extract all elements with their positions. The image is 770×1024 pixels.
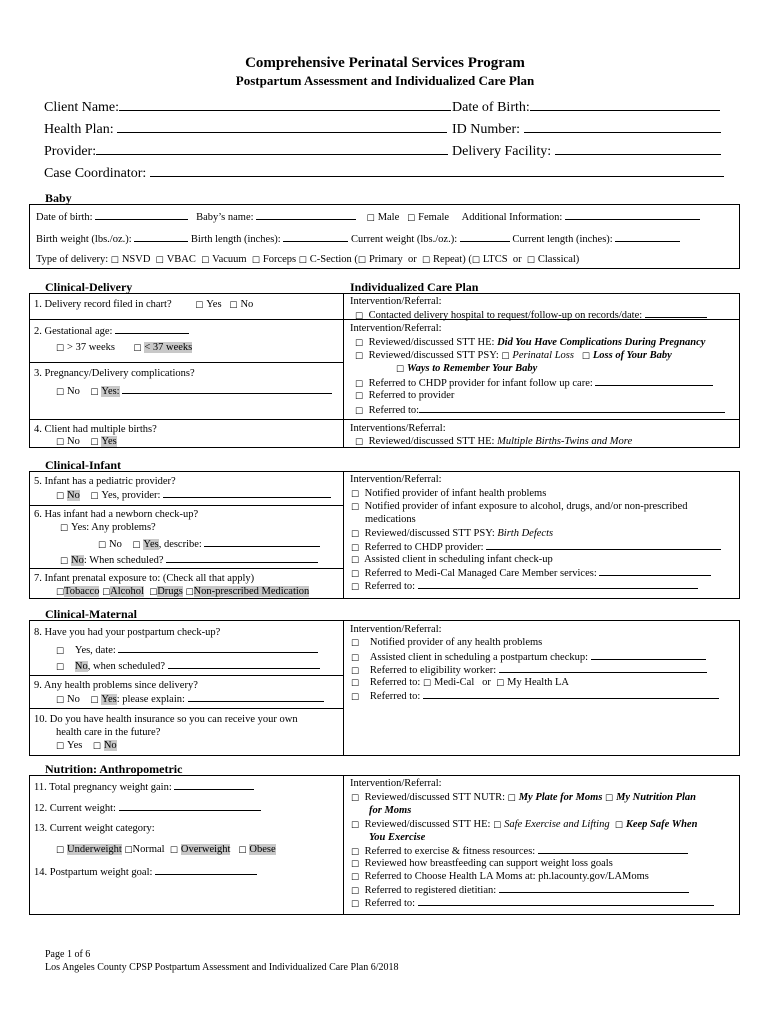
q4-options bbox=[56, 435, 117, 449]
q8-no-label: No bbox=[74, 661, 88, 672]
delivery-r2-d-label: Referred to CHDP provider for infant follow up care: bbox=[368, 378, 593, 389]
infant-r-g[interactable] bbox=[351, 579, 698, 594]
loss-of-baby-checkbox[interactable]: □ bbox=[581, 351, 590, 361]
q11-label: 11. Total pregnancy weight gain: bbox=[34, 782, 172, 793]
q6-no-checkbox[interactable]: □ bbox=[60, 556, 69, 566]
maternal-r-d-label: Referred to: bbox=[369, 677, 421, 688]
q5-yes-label: Yes, provider: bbox=[101, 490, 161, 501]
infant-r-a-checkbox[interactable]: □ bbox=[351, 489, 360, 499]
infant-r-a[interactable] bbox=[351, 487, 546, 501]
q10-row: 10. Do you have health insurance so you can receive your own bbox=[34, 714, 298, 725]
delivery-divider-v bbox=[343, 293, 344, 448]
delivery-r3-a-topic: Multiple Births-Twins and More bbox=[497, 436, 633, 447]
nutrition-r-a-label: Reviewed/discussed STT NUTR: bbox=[364, 792, 508, 803]
ltcs-label: LTCS bbox=[482, 254, 508, 265]
or-label-2: or bbox=[512, 254, 522, 265]
maternal-r-d-checkbox[interactable]: □ bbox=[351, 678, 360, 688]
normal-checkbox[interactable]: □ bbox=[124, 845, 133, 855]
health-plan-field[interactable] bbox=[44, 120, 447, 138]
q6-sub-no-label: No bbox=[109, 539, 122, 550]
nutrition-r-e-label: Referred to Choose Health LA Moms at: ph.lacounty.gov/LAMoms bbox=[364, 871, 649, 882]
q7-row: 7. Infant prenatal exposure to: (Check all that apply) bbox=[34, 573, 255, 584]
provider-label: Provider: bbox=[44, 144, 97, 159]
q13-row: 13. Current weight category: bbox=[34, 823, 155, 834]
overweight-label: Overweight bbox=[180, 844, 231, 855]
nutrition-heading: Nutrition: Anthropometric bbox=[45, 762, 183, 776]
q6-describe-input[interactable] bbox=[204, 537, 320, 547]
q2-label: 2. Gestational age: bbox=[34, 326, 113, 337]
infant-r-b-checkbox[interactable]: □ bbox=[351, 502, 360, 512]
nutrition-r-f-label: Referred to registered dietitian: bbox=[364, 885, 497, 896]
q12-input[interactable] bbox=[119, 801, 261, 811]
page-subtitle: Postpartum Assessment and Individualized Care Plan bbox=[235, 73, 535, 88]
q8-no bbox=[56, 659, 320, 674]
maternal-r-a[interactable] bbox=[351, 636, 542, 650]
infant-r-c[interactable] bbox=[351, 527, 553, 541]
delivery-r2-a[interactable] bbox=[355, 336, 705, 350]
ways-to-remember-label: Ways to Remember Your Baby bbox=[407, 363, 538, 374]
nutrition-r-a[interactable] bbox=[351, 791, 696, 805]
q2-input[interactable] bbox=[115, 324, 189, 334]
female-label: Female bbox=[418, 212, 450, 223]
nutrition-r-f-checkbox[interactable]: □ bbox=[351, 886, 360, 896]
q14-row bbox=[34, 865, 257, 879]
q12-label: 12. Current weight: bbox=[34, 803, 116, 814]
client-name-field[interactable] bbox=[44, 98, 451, 116]
delivery-r2-b[interactable] bbox=[355, 349, 672, 363]
q9-row: 9. Any health problems since delivery? bbox=[34, 680, 198, 691]
current-length-label: Current length (inches): bbox=[512, 234, 613, 245]
clinical-maternal-heading: Clinical-Maternal bbox=[45, 607, 137, 621]
q3-options bbox=[56, 384, 332, 399]
q6-no bbox=[60, 553, 318, 568]
delivery-r3-a-checkbox[interactable]: □ bbox=[355, 437, 364, 447]
date-of-birth-field[interactable] bbox=[452, 98, 720, 116]
q10-options bbox=[56, 739, 117, 753]
q5-yes-checkbox[interactable]: □ bbox=[90, 491, 99, 501]
delivery-r2-e-label: Referred to provider bbox=[368, 390, 455, 401]
maternal-r-b-checkbox[interactable]: □ bbox=[351, 653, 360, 663]
q9-yes-checkbox[interactable]: □ bbox=[90, 695, 99, 705]
my-health-la-checkbox[interactable]: □ bbox=[496, 678, 505, 688]
classical-checkbox[interactable]: □ bbox=[526, 255, 535, 265]
q7-nonrx-label: Non-prescribed Medication bbox=[193, 586, 310, 597]
delivery-facility-label: Delivery Facility: bbox=[452, 144, 552, 159]
q8-yes bbox=[56, 643, 318, 658]
delivery-r1-a[interactable] bbox=[355, 308, 707, 323]
perinatal-loss-label: Perinatal Loss bbox=[512, 350, 574, 361]
delivery-r2-b-label: Reviewed/discussed STT PSY: bbox=[368, 350, 502, 361]
keep-safe-checkbox[interactable]: □ bbox=[614, 820, 623, 830]
page-title: Comprehensive Perinatal Services Program bbox=[245, 55, 525, 71]
q7-drugs-checkbox[interactable]: □ bbox=[149, 587, 158, 597]
obese-checkbox[interactable]: □ bbox=[238, 845, 247, 855]
q5-row: 5. Infant has a pediatric provider? bbox=[34, 476, 176, 487]
normal-label: Normal bbox=[132, 844, 165, 855]
infant-r-head: Intervention/Referral: bbox=[350, 474, 442, 485]
q12-row bbox=[34, 801, 261, 815]
baby-dob-input[interactable] bbox=[95, 210, 188, 220]
delivery-r1-a-checkbox[interactable]: □ bbox=[355, 311, 364, 321]
delivery-r2-c[interactable] bbox=[396, 362, 537, 376]
infant-r-a-label: Notified provider of infant health problems bbox=[364, 488, 547, 499]
birth-length-label: Birth length (inches): bbox=[190, 234, 281, 245]
vbac-checkbox[interactable]: □ bbox=[155, 255, 164, 265]
q3-yes-label: Yes: bbox=[101, 386, 120, 397]
delivery-r1-a-label: Contacted delivery hospital to request/follow-up on records/date: bbox=[368, 310, 643, 321]
ltcs-open: ( bbox=[468, 254, 472, 265]
infant-div-1 bbox=[29, 505, 343, 506]
medi-cal-checkbox[interactable]: □ bbox=[422, 678, 431, 688]
q8-yes-checkbox[interactable]: □ bbox=[56, 646, 65, 656]
q4-yes-checkbox[interactable]: □ bbox=[90, 437, 99, 447]
ways-to-remember-checkbox[interactable]: □ bbox=[396, 364, 405, 374]
maternal-r-e-checkbox[interactable]: □ bbox=[351, 692, 360, 702]
nutrition-r-e-checkbox[interactable]: □ bbox=[351, 872, 360, 882]
delivery-r1-head: Intervention/Referral: bbox=[350, 296, 442, 307]
q7-options bbox=[56, 585, 309, 599]
q5-options bbox=[56, 488, 331, 503]
delivery-div-1 bbox=[29, 319, 343, 320]
overweight-checkbox[interactable]: □ bbox=[169, 845, 178, 855]
vacuum-checkbox[interactable]: □ bbox=[201, 255, 210, 265]
infant-divider-v bbox=[343, 471, 344, 599]
additional-info-label: Additional Information: bbox=[461, 212, 563, 223]
provider-field[interactable] bbox=[44, 142, 448, 160]
q6-sub-yes-checkbox[interactable]: □ bbox=[132, 540, 141, 550]
nutrition-r-b3 bbox=[369, 831, 425, 844]
or-label-1: or bbox=[408, 254, 417, 265]
q2-row bbox=[34, 324, 189, 338]
maternal-r-b-label: Assisted client in scheduling a postpartum checkup: bbox=[369, 652, 589, 663]
maternal-r-a-checkbox[interactable]: □ bbox=[351, 638, 360, 648]
q11-row bbox=[34, 780, 254, 794]
maternal-r-d[interactable] bbox=[351, 676, 569, 690]
q9-yes-label: Yes bbox=[101, 694, 117, 705]
loss-of-baby-label: Loss of Your Baby bbox=[592, 350, 672, 361]
maternal-div-2 bbox=[29, 708, 343, 709]
nutrition-r-a-checkbox[interactable]: □ bbox=[351, 793, 360, 803]
nsvd-label: NSVD bbox=[121, 254, 151, 265]
baby-row-1 bbox=[36, 210, 700, 225]
q3-input[interactable] bbox=[122, 384, 332, 394]
delivery-r2-e-checkbox[interactable]: □ bbox=[355, 391, 364, 401]
delivery-r3-a-label: Reviewed/discussed STT HE: bbox=[368, 436, 498, 447]
maternal-r-c-label: Referred to eligibility worker: bbox=[369, 665, 497, 676]
q5-no-label: No bbox=[67, 490, 80, 501]
client-name-label: Client Name: bbox=[44, 100, 120, 115]
vbac-label: VBAC bbox=[166, 254, 196, 265]
q3-no-label: No bbox=[67, 386, 80, 397]
q10-yes-label: Yes bbox=[67, 740, 83, 751]
repeat-label: Repeat) bbox=[433, 254, 466, 265]
id-number-field[interactable] bbox=[452, 120, 721, 138]
q7-alcohol-checkbox[interactable]: □ bbox=[102, 587, 111, 597]
q2-a-checkbox[interactable]: □ bbox=[56, 343, 65, 353]
q6-row: 6. Has infant had a newborn check-up? bbox=[34, 509, 199, 520]
q7-tobacco-checkbox[interactable]: □ bbox=[56, 587, 65, 597]
q6-sched-label: : When scheduled? bbox=[83, 555, 164, 566]
q9-explain-label: : please explain: bbox=[116, 694, 185, 705]
underweight-checkbox[interactable]: □ bbox=[56, 845, 65, 855]
primary-label: Primary bbox=[368, 254, 403, 265]
delivery-div-2 bbox=[29, 362, 343, 363]
maternal-div-1 bbox=[29, 675, 343, 676]
infant-r-g-checkbox[interactable]: □ bbox=[351, 582, 360, 592]
nsvd-checkbox[interactable]: □ bbox=[110, 255, 119, 265]
infant-r-e-label: Assisted client in scheduling infant check-up bbox=[364, 554, 553, 565]
obese-label: Obese bbox=[249, 844, 276, 855]
ltcs-checkbox[interactable]: □ bbox=[471, 255, 480, 265]
nutrition-r-e[interactable] bbox=[351, 870, 649, 884]
nutrition-r-c-label: Referred to exercise & fitness resources: bbox=[364, 846, 536, 857]
q2-a-label: > 37 weeks bbox=[67, 342, 115, 353]
delivery-r2-b-checkbox[interactable]: □ bbox=[355, 351, 364, 361]
nutrition-r-b3-label: You Exercise bbox=[369, 832, 426, 843]
nutrition-plan-checkbox[interactable]: □ bbox=[605, 793, 614, 803]
nutrition-r-b-label: Reviewed/discussed STT HE: bbox=[364, 819, 494, 830]
nutrition-r-d-checkbox[interactable]: □ bbox=[351, 859, 360, 869]
infant-r-b2: medications bbox=[365, 514, 416, 525]
infant-r-e[interactable] bbox=[351, 553, 553, 567]
my-plate-label: My Plate for Moms bbox=[518, 792, 603, 803]
q8-row: 8. Have you had your postpartum check-up? bbox=[34, 627, 221, 638]
infant-r-e-checkbox[interactable]: □ bbox=[351, 555, 360, 565]
q1-yes-checkbox[interactable]: □ bbox=[195, 300, 204, 310]
q9-no-label: No bbox=[67, 694, 80, 705]
current-weight-input[interactable] bbox=[460, 232, 510, 242]
maternal-or-label: or bbox=[482, 677, 491, 688]
q9-options bbox=[56, 692, 324, 707]
footer-line: Los Angeles County CPSP Postpartum Assessment and Individualized Care Plan 6/2018 bbox=[45, 962, 399, 973]
infant-r-c-label: Reviewed/discussed STT PSY: bbox=[364, 528, 498, 539]
nutrition-r-b-checkbox[interactable]: □ bbox=[351, 820, 360, 830]
q7-nonrx-checkbox[interactable]: □ bbox=[185, 587, 194, 597]
delivery-div-3 bbox=[29, 419, 740, 420]
nutrition-r-g[interactable] bbox=[351, 896, 714, 911]
male-label: Male bbox=[377, 212, 400, 223]
q3-no-checkbox[interactable]: □ bbox=[56, 387, 65, 397]
nutrition-r-b[interactable] bbox=[351, 818, 697, 832]
delivery-r2-a-checkbox[interactable]: □ bbox=[355, 338, 364, 348]
q2-b-label: < 37 weeks bbox=[144, 342, 193, 353]
q7-alcohol-label: Alcohol bbox=[110, 586, 144, 597]
health-plan-label: Health Plan: bbox=[44, 122, 114, 137]
birth-length-input[interactable] bbox=[283, 232, 348, 242]
q5-input[interactable] bbox=[163, 488, 331, 498]
keep-safe-label: Keep Safe When bbox=[625, 819, 698, 830]
current-length-input[interactable] bbox=[615, 232, 680, 242]
q10-no-label: No bbox=[103, 740, 117, 751]
q10-row-b: health care in the future? bbox=[56, 727, 161, 738]
delivery-r2-d-checkbox[interactable]: □ bbox=[355, 379, 364, 389]
q3-yes-checkbox[interactable]: □ bbox=[90, 387, 99, 397]
q6-yes bbox=[60, 521, 156, 535]
q4-row: 4. Client had multiple births? bbox=[34, 424, 157, 435]
csection-checkbox[interactable]: □ bbox=[298, 255, 307, 265]
q1-row bbox=[34, 298, 253, 312]
nutrition-r-d-label: Reviewed how breastfeeding can support weight loss goals bbox=[364, 858, 613, 869]
q7-drugs-label: Drugs bbox=[157, 586, 183, 597]
q8-yes-label: Yes, date: bbox=[74, 645, 116, 656]
delivery-r2-f[interactable] bbox=[355, 403, 725, 418]
q6-sub-yes-label: Yes bbox=[143, 539, 159, 550]
q5-no-checkbox[interactable]: □ bbox=[56, 491, 65, 501]
q2-options bbox=[56, 341, 192, 355]
babys-name-input[interactable] bbox=[256, 210, 356, 220]
case-coordinator-label: Case Coordinator: bbox=[44, 166, 147, 181]
nutrition-r-a3 bbox=[369, 804, 411, 817]
q14-label: 14. Postpartum weight goal: bbox=[34, 867, 153, 878]
delivery-r2-f-label: Referred to: bbox=[368, 405, 420, 416]
clinical-delivery-heading: Clinical-Delivery bbox=[45, 280, 133, 294]
q6-sched-input[interactable] bbox=[166, 553, 318, 563]
additional-info-input[interactable] bbox=[565, 210, 700, 220]
baby-row-2 bbox=[36, 232, 680, 246]
q7-tobacco-label: Tobacco bbox=[64, 586, 100, 597]
q3-row: 3. Pregnancy/Delivery complications? bbox=[34, 368, 195, 379]
delivery-facility-field[interactable] bbox=[452, 142, 721, 160]
infant-r-f-checkbox[interactable]: □ bbox=[351, 569, 360, 579]
infant-r-f-label: Referred to Medi-Cal Managed Care Member services: bbox=[364, 568, 597, 579]
q1-no-label: No bbox=[240, 299, 254, 310]
case-coordinator-field[interactable] bbox=[44, 164, 724, 182]
repeat-checkbox[interactable]: □ bbox=[422, 255, 431, 265]
birth-weight-label: Birth weight (lbs./oz.): bbox=[36, 234, 132, 245]
date-of-birth-label: Date of Birth: bbox=[452, 100, 530, 115]
q6-yes-checkbox[interactable]: □ bbox=[60, 523, 69, 533]
vacuum-label: Vacuum bbox=[212, 254, 247, 265]
underweight-label: Underweight bbox=[67, 844, 122, 855]
q10-yes-checkbox[interactable]: □ bbox=[56, 741, 65, 751]
q8-no-checkbox[interactable]: □ bbox=[56, 662, 65, 672]
baby-heading: Baby bbox=[45, 191, 72, 205]
medi-cal-label: Medi-Cal bbox=[434, 677, 475, 688]
maternal-r-head: Intervention/Referral: bbox=[350, 624, 442, 635]
delivery-r2-f-checkbox[interactable]: □ bbox=[355, 406, 364, 416]
q8-sched-input[interactable] bbox=[168, 659, 320, 669]
q1-no-checkbox[interactable]: □ bbox=[229, 300, 238, 310]
maternal-r-e-label: Referred to: bbox=[369, 691, 421, 702]
classical-label: Classical) bbox=[537, 254, 580, 265]
nutrition-divider-v bbox=[343, 775, 344, 915]
clinical-infant-heading: Clinical-Infant bbox=[45, 458, 122, 472]
q6-sub-no-checkbox[interactable]: □ bbox=[98, 540, 107, 550]
care-plan-heading: Individualized Care Plan bbox=[350, 280, 479, 294]
q4-yes-label: Yes bbox=[101, 436, 117, 447]
delivery-r3-a[interactable] bbox=[355, 435, 632, 449]
delivery-r2-a-label: Reviewed/discussed STT HE: bbox=[368, 337, 498, 348]
q2-b-checkbox[interactable]: □ bbox=[133, 343, 142, 353]
infant-r-c-topic: Birth Defects bbox=[497, 528, 554, 539]
forceps-checkbox[interactable]: □ bbox=[251, 255, 260, 265]
q13-options bbox=[56, 843, 276, 857]
q1-label: 1. Delivery record filed in chart? bbox=[34, 299, 172, 310]
baby-row-3 bbox=[36, 253, 579, 267]
male-checkbox[interactable]: □ bbox=[366, 213, 375, 223]
q14-input[interactable] bbox=[155, 865, 257, 875]
maternal-r-c-checkbox[interactable]: □ bbox=[351, 666, 360, 676]
infant-r-b-label: Notified provider of infant exposure to alcohol, drugs, and/or non-prescribed bbox=[364, 501, 688, 512]
infant-r-d-checkbox[interactable]: □ bbox=[351, 543, 360, 553]
safe-exercise-checkbox[interactable]: □ bbox=[493, 820, 502, 830]
maternal-r-a-label: Notified provider of any health problems bbox=[369, 637, 543, 648]
type-of-delivery-label: Type of delivery: bbox=[36, 254, 109, 265]
q4-no-label: No bbox=[67, 436, 80, 447]
delivery-r2-a-topic: Did You Have Complications During Pregnancy bbox=[497, 337, 706, 348]
infant-r-g-label: Referred to: bbox=[364, 581, 416, 592]
delivery-r3-head: Interventions/Referral: bbox=[350, 423, 446, 434]
infant-r-c-checkbox[interactable]: □ bbox=[351, 529, 360, 539]
safe-exercise-label: Safe Exercise and Lifting bbox=[504, 819, 610, 830]
delivery-r2-e[interactable] bbox=[355, 389, 454, 403]
my-plate-checkbox[interactable]: □ bbox=[507, 793, 516, 803]
primary-checkbox[interactable]: □ bbox=[357, 255, 366, 265]
q6-describe-label: , describe: bbox=[158, 539, 202, 550]
q11-input[interactable] bbox=[174, 780, 254, 790]
infant-div-2 bbox=[29, 568, 343, 569]
maternal-r-e[interactable] bbox=[351, 689, 719, 704]
q6-sub bbox=[98, 537, 320, 552]
q1-yes-label: Yes bbox=[206, 299, 222, 310]
nutrition-r-a3-label: for Moms bbox=[369, 805, 412, 816]
footer-page: Page 1 of 6 bbox=[45, 949, 91, 960]
delivery-r2-head: Intervention/Referral: bbox=[350, 323, 442, 334]
current-weight-label: Current weight (lbs./oz.): bbox=[350, 234, 458, 245]
infant-r-b[interactable] bbox=[351, 500, 687, 514]
q4-no-checkbox[interactable]: □ bbox=[56, 437, 65, 447]
nutrition-plan-label: My Nutrition Plan bbox=[616, 792, 696, 803]
nutrition-r-d[interactable] bbox=[351, 857, 613, 871]
infant-r-d-label: Referred to CHDP provider: bbox=[364, 542, 484, 553]
perinatal-loss-checkbox[interactable]: □ bbox=[501, 351, 510, 361]
id-number-label: ID Number: bbox=[452, 122, 521, 137]
q8-sched-label: , when scheduled? bbox=[87, 661, 166, 672]
baby-dob-label: Date of birth: bbox=[36, 212, 93, 223]
q9-no-checkbox[interactable]: □ bbox=[56, 695, 65, 705]
q9-explain-input[interactable] bbox=[188, 692, 324, 702]
birth-weight-input[interactable] bbox=[134, 232, 188, 242]
nutrition-r-c-checkbox[interactable]: □ bbox=[351, 847, 360, 857]
nutrition-r-head: Intervention/Referral: bbox=[350, 778, 442, 789]
csection-label: C-Section ( bbox=[309, 254, 358, 265]
my-health-la-label: My Health LA bbox=[507, 677, 569, 688]
q6-yes-label: Yes: Any problems? bbox=[71, 522, 156, 533]
q6-no-label: No bbox=[71, 555, 84, 566]
female-checkbox[interactable]: □ bbox=[407, 213, 416, 223]
maternal-divider-v bbox=[343, 620, 344, 756]
q10-no-checkbox[interactable]: □ bbox=[92, 741, 101, 751]
nutrition-r-g-label: Referred to: bbox=[364, 898, 416, 909]
forceps-label: Forceps bbox=[262, 254, 297, 265]
q8-date-input[interactable] bbox=[118, 643, 318, 653]
babys-name-label: Baby’s name: bbox=[196, 212, 254, 223]
nutrition-r-g-checkbox[interactable]: □ bbox=[351, 899, 360, 909]
